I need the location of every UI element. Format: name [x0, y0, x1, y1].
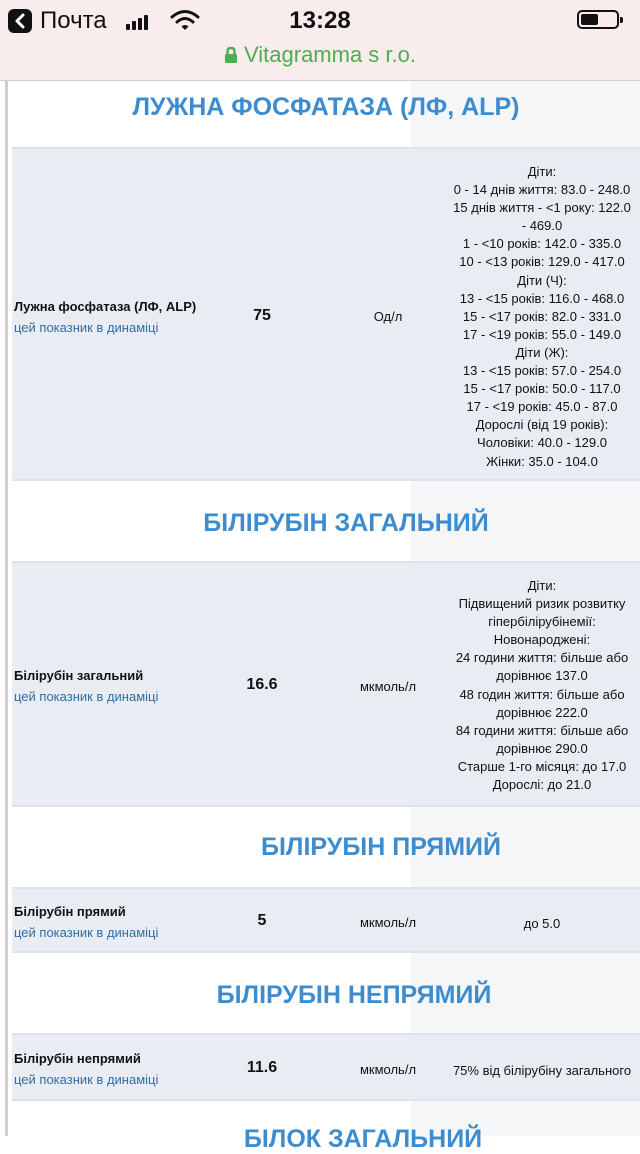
range-line: Діти (Ч):: [517, 272, 567, 288]
section-title: БІЛІРУБІН ПРЯМИЙ: [261, 833, 501, 861]
range-line: 48 годин життя: більше або: [459, 686, 625, 702]
range-line: дорівнює 222.0: [496, 704, 588, 720]
section-title: БІЛОК ЗАГАЛЬНИЙ: [243, 1125, 483, 1153]
test-unit: мкмоль/л: [359, 915, 417, 930]
dynamics-link[interactable]: цей показник в динаміці: [14, 1072, 159, 1087]
reference-range: [444, 577, 640, 794]
site-name: Vitagramma s r.o.: [244, 42, 416, 67]
range-line: 13 - <15 років: 57.0 - 254.0: [462, 363, 622, 379]
status-bar: [0, 0, 640, 40]
clock: 13:28: [289, 7, 351, 34]
test-value: 16.6: [246, 676, 278, 693]
scroll-edge: [0, 81, 8, 1136]
reference-range: [444, 1062, 640, 1080]
range-line: Дорослі: до 21.0: [492, 777, 592, 793]
table-row: [12, 1033, 640, 1101]
range-line: 0 - 14 днів життя: 83.0 - 248.0: [453, 182, 631, 198]
range-line: Жінки: 35.0 - 104.0: [486, 453, 598, 469]
dynamics-link[interactable]: цей показник в динаміці: [14, 689, 159, 704]
dynamics-link[interactable]: цей показник в динаміці: [14, 320, 159, 335]
section-header-total-bilirubin: [12, 481, 640, 561]
range-line: 15 - <17 років: 50.0 - 117.0: [463, 381, 621, 397]
test-name: Лужна фосфатаза (ЛФ, ALP): [14, 299, 197, 314]
range-line: 15 днів життя - <1 року: 122.0: [453, 200, 631, 216]
dynamics-link[interactable]: цей показник в динаміці: [14, 925, 159, 940]
battery-icon: [577, 10, 619, 29]
url-bar[interactable]: [0, 40, 640, 81]
range-line: 10 - <13 років: 129.0 - 417.0: [459, 254, 625, 270]
range-line: Чоловіки: 40.0 - 129.0: [477, 435, 607, 451]
section-header-total-protein: [12, 1101, 640, 1153]
range-line: Діти (Ж):: [515, 344, 569, 360]
range-line: 17 - <19 років: 45.0 - 87.0: [466, 399, 618, 415]
range-line: до 5.0: [523, 916, 561, 931]
range-line: - 469.0: [521, 218, 563, 234]
section-title: ЛУЖНА ФОСФАТАЗА (ЛФ, ALP): [132, 93, 520, 121]
lock-icon: [224, 42, 238, 72]
range-line: 75% від білірубіну загального: [452, 1063, 632, 1078]
range-line: Старше 1-го місяця: до 17.0: [457, 758, 627, 774]
table-row: [12, 147, 640, 481]
section-header-alp: [12, 81, 640, 147]
reference-range: [444, 163, 640, 471]
section-header-direct-bilirubin: [12, 807, 640, 887]
test-name: Білірубін прямий: [14, 904, 126, 919]
reference-range: [444, 915, 640, 933]
range-line: 84 години життя: більше або: [455, 722, 629, 738]
table-row: [12, 887, 640, 953]
test-value: 11.6: [246, 1059, 278, 1076]
range-line: Дорослі (від 19 років):: [475, 417, 609, 433]
back-app-label[interactable]: Почта: [40, 7, 107, 34]
range-line: 13 - <15 років: 116.0 - 468.0: [459, 290, 625, 306]
section-title: БІЛІРУБІН ЗАГАЛЬНИЙ: [203, 509, 489, 537]
range-line: дорівнює 290.0: [496, 740, 588, 756]
range-line: 24 години життя: більше або: [455, 650, 629, 666]
range-line: 1 - <10 років: 142.0 - 335.0: [462, 236, 622, 252]
section-title: БІЛІРУБІН НЕПРЯМИЙ: [216, 981, 492, 1009]
range-line: 15 - <17 років: 82.0 - 331.0: [462, 308, 622, 324]
section-header-indirect-bilirubin: [12, 953, 640, 1033]
test-name: Білірубін непрямий: [14, 1051, 141, 1066]
range-line: Діти:: [527, 578, 557, 593]
test-unit: мкмоль/л: [359, 679, 417, 694]
test-value: 5: [257, 912, 267, 929]
test-name: Білірубін загальний: [14, 668, 144, 683]
range-line: 17 - <19 років: 55.0 - 149.0: [462, 326, 622, 342]
range-line: Підвищений ризик розвитку: [458, 596, 626, 612]
test-unit: Од/л: [373, 309, 403, 324]
page-content[interactable]: [0, 81, 640, 1153]
test-unit: мкмоль/л: [359, 1062, 417, 1077]
test-value: 75: [253, 307, 271, 324]
range-line: гіпербілірубінемії:: [488, 614, 596, 630]
range-line: дорівнює 137.0: [496, 668, 588, 684]
range-line: Діти:: [527, 164, 557, 179]
table-row: [12, 561, 640, 807]
range-line: Новонароджені:: [493, 632, 591, 648]
